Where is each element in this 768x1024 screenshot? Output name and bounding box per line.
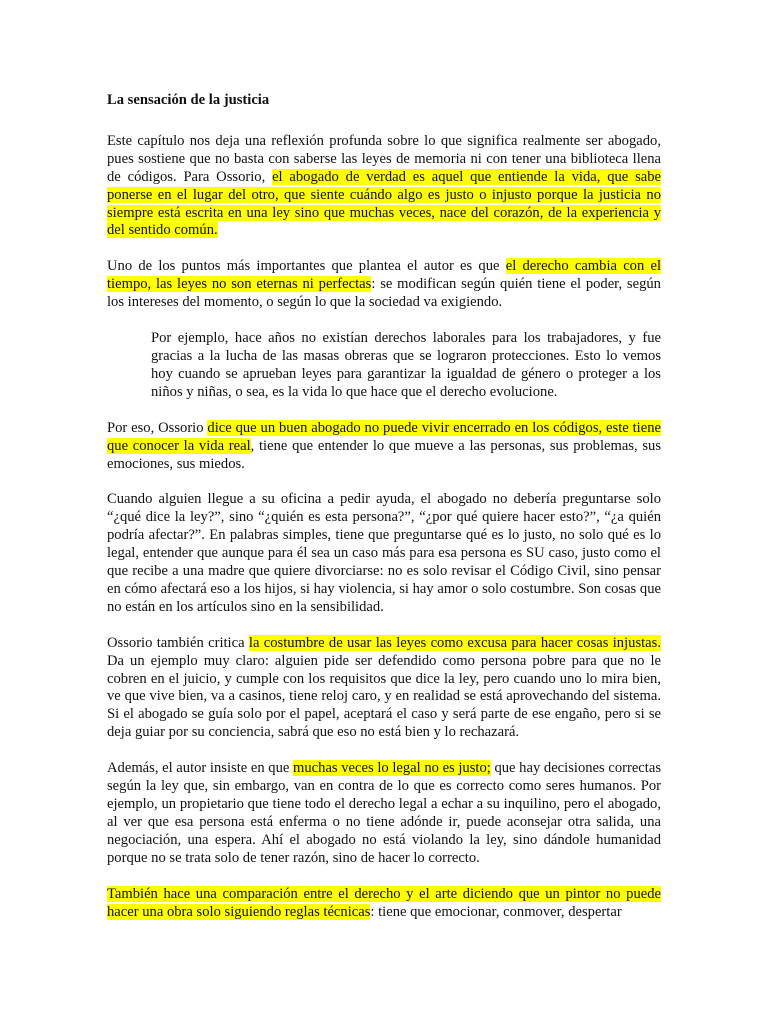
- paragraph: [107, 635, 661, 742]
- document-title: La sensación de la justicia: [107, 92, 270, 108]
- paragraph: [151, 330, 661, 402]
- highlighted-text: dice que un buen abogado no puede vivir encerrado en los códigos, este tiene que conocer la vida real: [107, 419, 661, 454]
- paragraph-text: : tiene que emocionar, conmover, despertar: [370, 903, 622, 920]
- paragraph-text: Da un ejemplo muy claro: alguien pide ser defendido como persona pobre para que no le cobren en el juicio, y cumple con los requisitos que dice la ley, pero cuando uno lo mira bien, ve que vive bien, va a casinos, tiene reloj caro, y en realidad se está aprovechando del sistema. Si el abogado se guía solo por el papel, aceptará el caso y será parte de ese engaño, pero si se deja guiar por su conciencia, sabrá que eso no está bien y lo rechazará.: [107, 652, 661, 741]
- paragraph: [107, 760, 661, 867]
- paragraph-text: que hay decisiones correctas según la ley que, sin embargo, van en contra de lo que es correcto como seres humanos. Por ejemplo, un propietario que tiene todo el derecho legal a echar a su inquilino, pero el abogado, al ver que esa persona está enferma o no tiene adónde ir, puede aconsejar otra salida, una negociación, una espera. Ahí el abogado no está violando la ley, sino dándole humanidad porque no se trata solo de tener razón, sino de hacer lo correcto.: [107, 760, 661, 866]
- paragraph-text: Uno de los puntos más importantes que plantea el autor es que: [107, 258, 506, 275]
- paragraph-text: Además, el autor insiste en que: [107, 760, 294, 777]
- paragraph: [107, 133, 661, 240]
- paragraph-text: Este capítulo nos deja una reflexión profunda sobre lo que significa realmente ser abogado, pues sostiene que no basta con saberse las leyes de memoria ni con tener una biblioteca llena de códigos. Para Ossorio,: [107, 132, 661, 185]
- paragraph-text: : se modifican según quién tiene el poder, según los intereses del momento, o según lo que la sociedad va exigiendo.: [107, 276, 661, 311]
- paragraph: [107, 886, 661, 922]
- paragraph-text: Por ejemplo, hace años no existían derechos laborales para los trabajadores, y fue gracias a la lucha de las masas obreras que se lograron protecciones. Esto lo vemos hoy cuando se aprueban leyes para garantizar la igualdad de género o proteger a los niños y niñas, o sea, es la vida lo que hace que el derecho evolucione.: [151, 330, 661, 400]
- paragraph-list: [107, 133, 661, 922]
- paragraph-text: Cuando alguien llegue a su oficina a pedir ayuda, el abogado no debería preguntarse solo “¿qué dice la ley?”, sino “¿quién es esta persona?”, “¿por qué quiere hacer esto?”, “¿a quién podría afectar?”. En palabras simples, tiene que preguntarse qué es lo justo, no solo qué es lo legal, entender que aunque para él sea un caso más para esa persona es SU caso, justo como el que recibe a una madre que quiere divorciarse: no es solo revisar el Código Civil, sino pensar en cómo afectará eso a los hijos, si hay violencia, si hay amor o solo costumbre. Son cosas que no están en los artículos sino en la sensibilidad.: [107, 491, 661, 615]
- paragraph-text: Ossorio también critica: [107, 634, 249, 651]
- document-body: [107, 92, 661, 921]
- highlighted-text: muchas veces lo legal no es justo;: [293, 760, 491, 777]
- paragraph: [107, 491, 661, 616]
- paragraph-text: Por eso, Ossorio: [107, 419, 208, 436]
- paragraph-text: , tiene que entender lo que mueve a las personas, sus problemas, sus emociones, sus miedos.: [107, 437, 661, 472]
- paragraph: [107, 258, 661, 312]
- highlighted-text: el abogado de verdad es aquel que entiende la vida, que sabe ponerse en el lugar del otro, que siente cuándo algo es justo o injusto porque la justicia no siempre está escrita en una ley sino que muchas veces, nace del corazón, de la experiencia y del sentido común.: [107, 168, 662, 239]
- highlighted-text: el derecho cambia con el tiempo, las leyes no son eternas ni perfectas: [107, 258, 661, 293]
- highlighted-text: la costumbre de usar las leyes como excusa para hacer cosas injustas.: [248, 634, 661, 651]
- highlighted-text: También hace una comparación entre el derecho y el arte diciendo que un pintor no puede hacer una obra solo siguiendo reglas técnicas: [107, 885, 661, 920]
- paragraph: [107, 420, 661, 474]
